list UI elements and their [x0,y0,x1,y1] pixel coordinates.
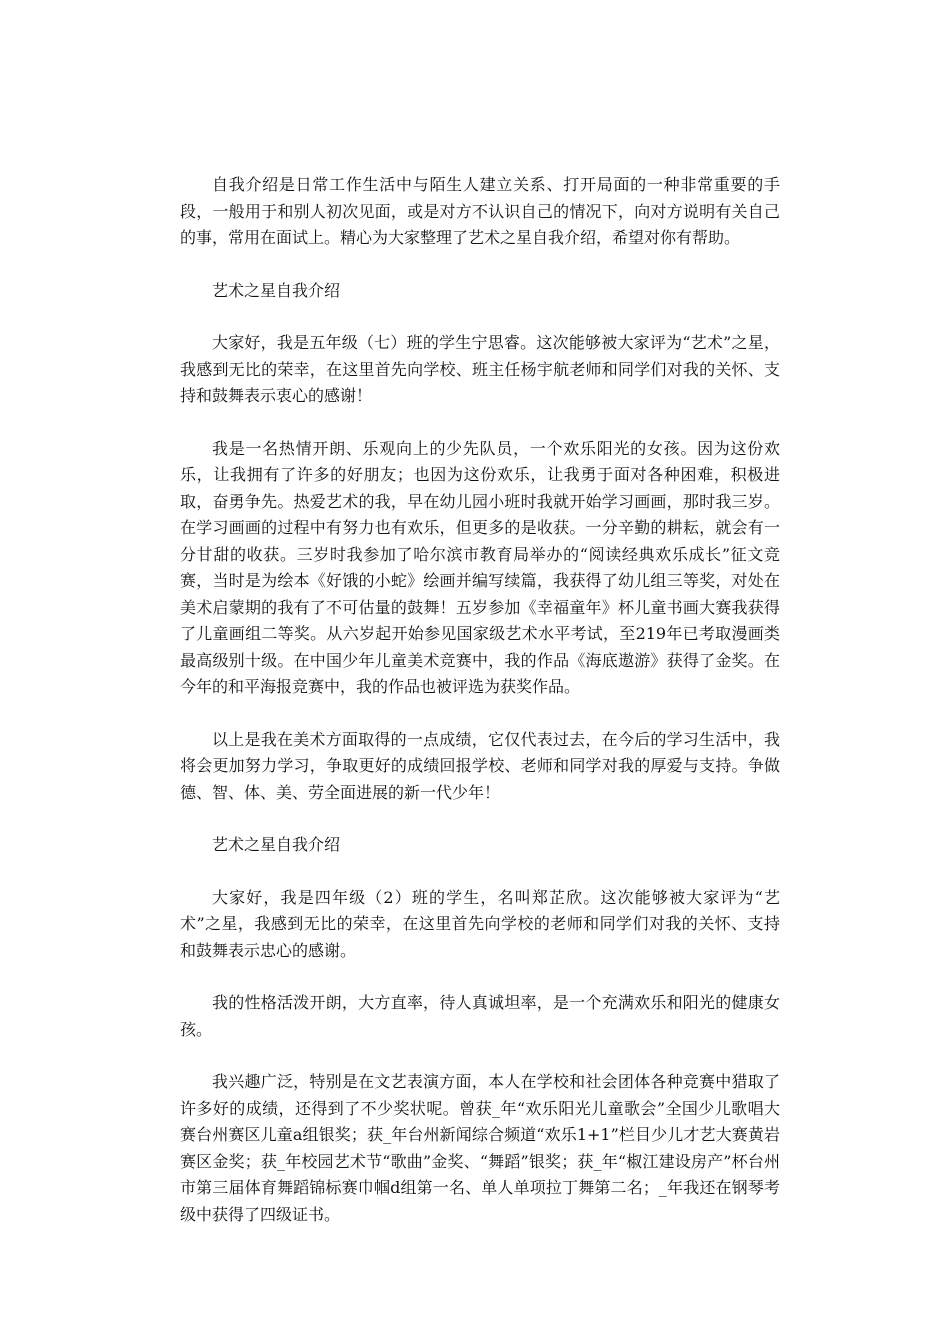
body-paragraph: 我的性格活泼开朗，大方直率，待人真诚坦率，是一个充满欢乐和阳光的健康女孩。 [180,993,780,1039]
section-heading: 艺术之星自我介绍 [212,280,341,300]
section-heading: 艺术之星自我介绍 [212,835,341,854]
body-paragraph: 我兴趣广泛，特别是在文艺表演方面，本人在学校和社会团体各种竞赛中猎取了许多好的成绩，还得到了不少奖状呢。曾获_年“欢乐阳光儿童歌会”全国少儿歌唱大赛台州赛区儿童a组银奖；获_年台州新闻综合频道“欢乐1+1”栏目少儿才艺大赛黄岩赛区金奖；获_年校园艺术节“歌曲”金奖、“舞蹈”银奖；获_年“椒江建设房产”杯台州市第三届体育舞蹈锦标赛巾帼d组第一名、单人单项拉丁舞第二名；_年我还在钢琴考级中获得了四级证书。 [180,1072,780,1224]
body-paragraph: 大家好，我是五年级（七）班的学生宁思睿。这次能够被大家评为“艺术”之星，我感到无比的荣幸，在这里首先向学校、班主任杨宇航老师和同学们对我的关怀、支持和鼓舞表示衷心的感谢！ [180,333,780,405]
body-paragraph: 大家好，我是四年级（2）班的学生，名叫郑芷欣。这次能够被大家评为“艺术”之星，我感到无比的荣幸，在这里首先向学校的老师和同学们对我的关怀、支持和鼓舞表示忠心的感谢。 [180,887,780,960]
document-body [180,172,780,1254]
body-paragraph: 以上是我在美术方面取得的一点成绩，它仅代表过去，在今后的学习生活中，我将会更加努力学习，争取更好的成绩回报学校、老师和同学对我的厚爱与支持。争做德、智、体、美、劳全面进展的新一代少年！ [180,729,780,802]
intro-paragraph: 自我介绍是日常工作生活中与陌生人建立关系、打开局面的一种非常重要的手段，一般用于和别人初次见面，或是对方不认识自己的情况下，向对方说明有关自己的事，常用在面试上。精心为大家整理了艺术之星自我介绍，希望对你有帮助。 [180,175,780,247]
body-paragraph: 我是一名热情开朗、乐观向上的少先队员，一个欢乐阳光的女孩。因为这份欢乐，让我拥有了许多的好朋友；也因为这份欢乐，让我勇于面对各种困难，积极进取，奋勇争先。热爱艺术的我，早在幼儿园小班时我就开始学习画画，那时我三岁。在学习画画的过程中有努力也有欢乐，但更多的是收获。一分辛勤的耕耘，就会有一分甘甜的收获。三岁时我参加了哈尔滨市教育局举办的“阅读经典欢乐成长”征文竞赛，当时是为绘本《好饿的小蛇》绘画并编写续篇，我获得了幼儿组三等奖，对处在美术启蒙期的我有了不可估量的鼓舞！五岁参加《幸福童年》杯儿童书画大赛我获得了儿童画组二等奖。从六岁起开始参见国家级艺术水平考试，至219年已考取漫画类最高级别十级。在中国少年儿童美术竞赛中，我的作品《海底遨游》获得了金奖。在今年的和平海报竞赛中，我的作品也被评选为获奖作品。 [180,438,780,696]
